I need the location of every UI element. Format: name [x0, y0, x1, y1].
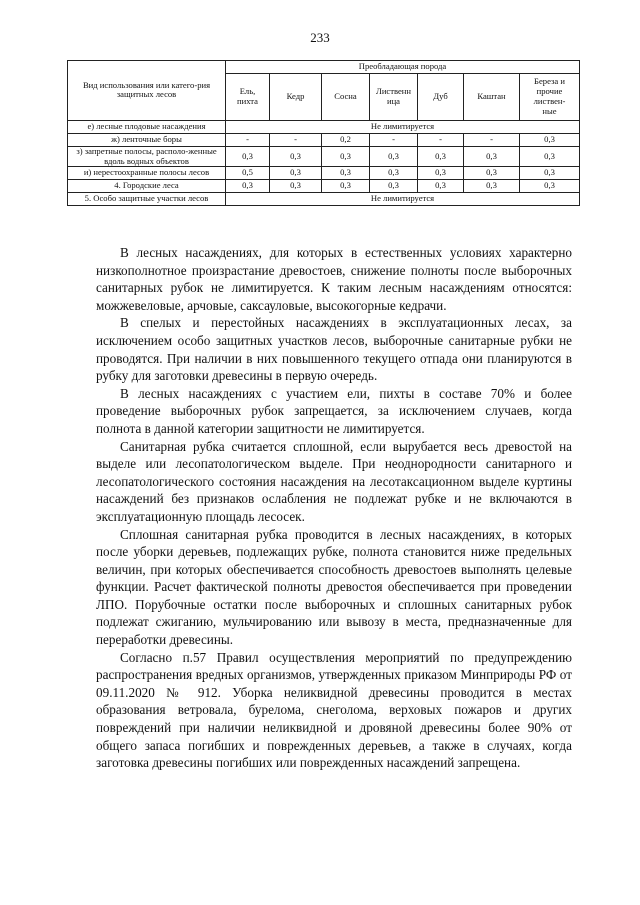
value-cell: 0,3	[520, 180, 580, 193]
table-row	[68, 146, 580, 167]
paragraph: В лесных насаждениях, для которых в естественных условиях характерно низкополнотное произрастание древостоев, снижение полноты после выборочных санитарных рубок не лимитируется. К таким лесным насаждениям относятся: можжевеловые, арчовые, саксауловые, высокогорные кедрачи.	[96, 245, 572, 313]
value-cell: -	[270, 133, 322, 146]
row-header-cell: Вид использования или катего-рия защитных лесов	[68, 61, 226, 121]
value-cell: 0,3	[520, 133, 580, 146]
value-cell: 0,5	[226, 167, 270, 180]
value-cell: 0,3	[226, 180, 270, 193]
page-number: 233	[310, 30, 330, 45]
value-cell: -	[418, 133, 464, 146]
table-body	[68, 120, 580, 205]
value-cell: 0,3	[322, 167, 370, 180]
table-header-row	[68, 61, 580, 74]
row-label: з) запретные полосы, располо-женные вдоль водных объектов	[68, 146, 226, 167]
column-header: Дуб	[418, 73, 464, 120]
column-header: Береза и прочие листвен- ные	[520, 73, 580, 120]
value-cell: 0,3	[464, 180, 520, 193]
value-cell: 0,3	[418, 146, 464, 167]
row-label: 4. Городские леса	[68, 180, 226, 193]
row-label: е) лесные плодовые насаждения	[68, 120, 226, 133]
merged-value-cell: Не лимитируется	[226, 193, 580, 206]
table-row	[68, 120, 580, 133]
row-label: 5. Особо защитные участки лесов	[68, 193, 226, 206]
table-row	[68, 180, 580, 193]
row-label: и) нерестоохранные полосы лесов	[68, 167, 226, 180]
value-cell: 0,2	[322, 133, 370, 146]
paragraph: Санитарная рубка считается сплошной, если вырубается весь древостой на выделе или лесопатологическом выделе. При неоднородности санитарного и лесопатологического состояния насаждения на лесотаксационном выделе куртины насаждений без признаков ослабления не подлежат рубке и не включаются в эксплуатационную площадь лесосек.	[96, 438, 572, 524]
value-cell: 0,3	[370, 180, 418, 193]
column-header: Кедр	[270, 73, 322, 120]
felling-density-table	[67, 60, 580, 206]
value-cell: 0,3	[226, 146, 270, 167]
value-cell: -	[370, 133, 418, 146]
group-header-cell: Преобладающая порода	[226, 61, 580, 74]
value-cell: 0,3	[270, 146, 322, 167]
value-cell: 0,3	[270, 180, 322, 193]
value-cell: 0,3	[370, 146, 418, 167]
value-cell: 0,3	[322, 180, 370, 193]
value-cell: 0,3	[418, 167, 464, 180]
value-cell: 0,3	[370, 167, 418, 180]
paragraph: Согласно п.57 Правил осуществления мероприятий по предупреждению распространения вредных организмов, утвержденных приказом Минприроды РФ от 09.11.2020 № 912. Уборка неликвидной древесины проводится в местах образования ветровала, бурелома, снеголома, верховых пожаров и других повреждений при наличии неликвидной и дровяной древесины более 90% от общего запаса погибших и поврежденных деревьев, а также в случаях, когда заготовка древесины погибших или поврежденных насаждений запрещена.	[96, 649, 572, 771]
body-text	[96, 244, 572, 772]
paragraph: Сплошная санитарная рубка проводится в лесных насаждениях, в которых после уборки деревьев, подлежащих рубке, полнота становится ниже предельных величин, при которых обеспечивается способность древостоев выполнять целевые функции. Расчет фактической полноты древостоя обеспечивается при проведении ЛПО. Порубочные остатки после выборочных и сплошных санитарных рубок подлежат сжиганию, мульчированию или вывозу в места, предназначенные для переработки древесины.	[96, 526, 572, 648]
value-cell: 0,3	[418, 180, 464, 193]
value-cell: 0,3	[322, 146, 370, 167]
paragraph: В спелых и перестойных насаждениях в эксплуатационных лесах, за исключением особо защитных участков лесов, выборочные санитарные рубки не проводятся. При наличии в них повышенного текущего отпада они планируются в рубку для заготовки древесины в первую очередь.	[96, 315, 572, 384]
value-cell: 0,3	[464, 146, 520, 167]
value-cell: -	[464, 133, 520, 146]
merged-value-cell: Не лимитируется	[226, 120, 580, 133]
value-cell: 0,3	[520, 146, 580, 167]
value-cell: 0,3	[520, 167, 580, 180]
table-row	[68, 193, 580, 206]
column-header: Каштан	[464, 73, 520, 120]
value-cell: -	[226, 133, 270, 146]
table-row	[68, 167, 580, 180]
table-row	[68, 133, 580, 146]
value-cell: 0,3	[270, 167, 322, 180]
row-label: ж) ленточные боры	[68, 133, 226, 146]
column-header: Лиственн ица	[370, 73, 418, 120]
paragraph: В лесных насаждениях с участием ели, пихты в составе 70% и более проведение выборочных рубок запрещается, за исключением случаев, когда полнота в данной категории защитности не лимитируется.	[96, 385, 572, 436]
column-header: Ель, пихта	[226, 73, 270, 120]
column-header: Сосна	[322, 73, 370, 120]
value-cell: 0,3	[464, 167, 520, 180]
